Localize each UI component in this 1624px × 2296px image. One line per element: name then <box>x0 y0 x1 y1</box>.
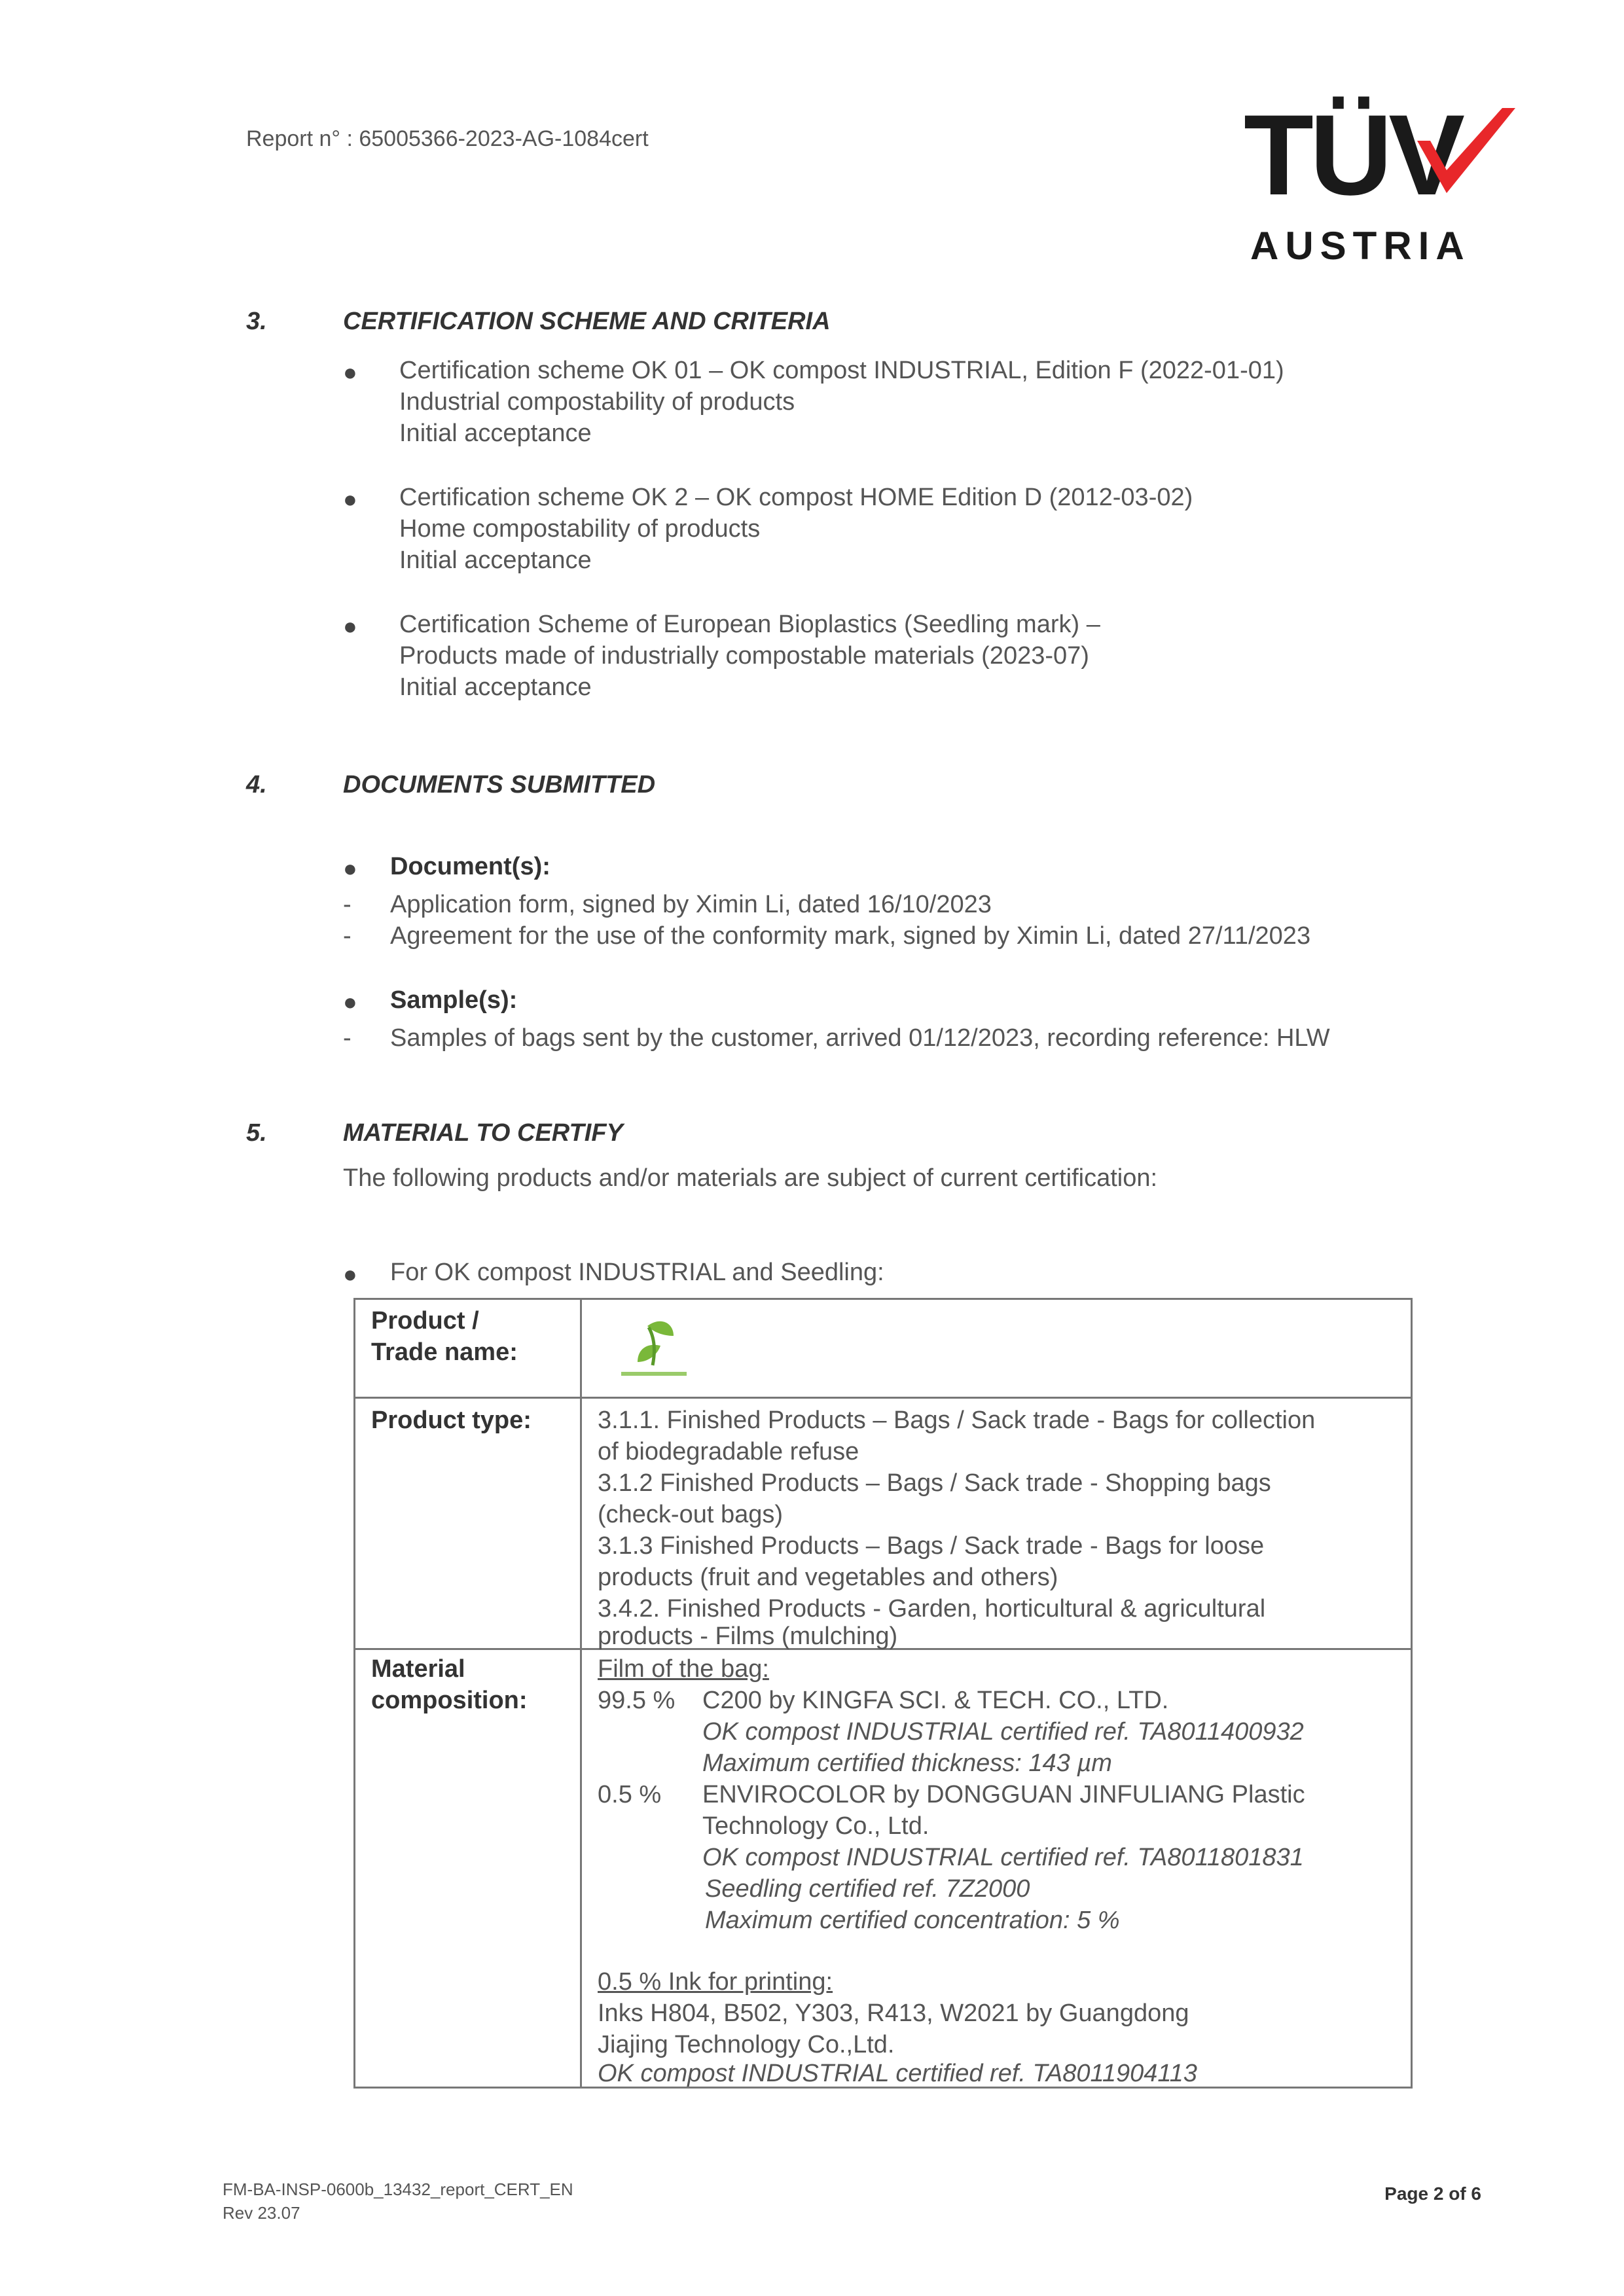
bullet-icon: ● <box>343 855 357 882</box>
ink-cert: OK compost INDUSTRIAL certified ref. TA8011904113 <box>598 2060 1197 2087</box>
scheme-2-line-3: Initial acceptance <box>399 547 592 574</box>
scheme-2-line-2: Home compostability of products <box>399 515 761 543</box>
product-type-line: (check-out bags) <box>598 1501 784 1528</box>
component-2-name-2: Technology Co., Ltd. <box>702 1812 929 1840</box>
bullet-icon: ● <box>343 486 357 512</box>
bullet-icon: ● <box>343 359 357 386</box>
trade-name-label-1: Product / <box>371 1307 479 1335</box>
scheme-3-line-3: Initial acceptance <box>399 673 592 701</box>
document-item-1: Application form, signed by Ximin Li, dated 16/10/2023 <box>390 891 992 918</box>
film-heading: Film of the bag: <box>598 1655 769 1683</box>
bullet-icon: ● <box>343 1261 357 1287</box>
product-type-line: products - Films (mulching) <box>598 1623 898 1650</box>
component-1-cert: OK compost INDUSTRIAL certified ref. TA8011400932 <box>702 1718 1304 1746</box>
section-4-number: 4. <box>246 771 267 798</box>
scheme-1-line-3: Initial acceptance <box>399 420 592 447</box>
sample-item-1: Samples of bags sent by the customer, arrived 01/12/2023, recording reference: HLW <box>390 1024 1330 1052</box>
bullet-icon: ● <box>343 613 357 639</box>
ink-heading: 0.5 % Ink for printing: <box>598 1968 833 1996</box>
seedling-logo-icon <box>608 1313 700 1385</box>
ink-line-1: Inks H804, B502, Y303, R413, W2021 by Guangdong <box>598 2000 1189 2027</box>
product-type-line: 3.1.1. Finished Products – Bags / Sack trade - Bags for collection <box>598 1407 1316 1434</box>
component-1-thickness: Maximum certified thickness: 143 µm <box>702 1749 1112 1777</box>
product-type-line: 3.4.2. Finished Products - Garden, horticultural & agricultural <box>598 1595 1266 1623</box>
section-5-number: 5. <box>246 1119 267 1147</box>
document-item-2: Agreement for the use of the conformity mark, signed by Ximin Li, dated 27/11/2023 <box>390 922 1311 950</box>
footer-form-ref: FM-BA-INSP-0600b_13432_report_CERT_EN <box>223 2179 573 2199</box>
check-mark-icon <box>1411 105 1522 203</box>
dash-marker: - <box>343 891 352 918</box>
scheme-1-line-1: Certification scheme OK 01 – OK compost INDUSTRIAL, Edition F (2022-01-01) <box>399 357 1284 384</box>
scheme-3-line-1: Certification Scheme of European Bioplastics (Seedling mark) – <box>399 611 1100 638</box>
section-5-title: MATERIAL TO CERTIFY <box>343 1119 623 1147</box>
table-column-divider <box>580 1300 582 2087</box>
section-3-number: 3. <box>246 308 267 335</box>
footer-revision: Rev 23.07 <box>223 2203 300 2223</box>
documents-label: Document(s): <box>390 853 550 880</box>
trade-name-label-2: Trade name: <box>371 1338 518 1366</box>
scheme-3-line-2: Products made of industrially compostable materials (2023-07) <box>399 642 1089 670</box>
section-3-title: CERTIFICATION SCHEME AND CRITERIA <box>343 308 831 335</box>
table-row-divider <box>355 1397 1411 1399</box>
material-table <box>353 1298 1413 2089</box>
dash-marker: - <box>343 1024 352 1052</box>
component-2-concentration: Maximum certified concentration: 5 % <box>705 1907 1120 1934</box>
scheme-1-line-2: Industrial compostability of products <box>399 388 795 416</box>
composition-label-2: composition: <box>371 1687 528 1714</box>
logo-text-austria: AUSTRIA <box>1250 224 1471 268</box>
component-2-percent: 0.5 % <box>598 1781 662 1808</box>
logo-text-tuv: TÜV <box>1244 92 1461 219</box>
component-2-seedling: Seedling certified ref. 7Z2000 <box>705 1875 1030 1903</box>
industrial-seedling-bullet: For OK compost INDUSTRIAL and Seedling: <box>390 1259 884 1286</box>
tuv-austria-logo <box>1244 92 1532 275</box>
product-type-line: of biodegradable refuse <box>598 1438 859 1465</box>
composition-label-1: Material <box>371 1655 465 1683</box>
product-type-line: 3.1.3 Finished Products – Bags / Sack trade - Bags for loose <box>598 1532 1265 1560</box>
product-type-label: Product type: <box>371 1407 532 1434</box>
bullet-icon: ● <box>343 988 357 1015</box>
product-type-line: products (fruit and vegetables and others) <box>598 1564 1058 1591</box>
dash-marker: - <box>343 922 352 950</box>
section-4-title: DOCUMENTS SUBMITTED <box>343 771 656 798</box>
scheme-2-line-1: Certification scheme OK 2 – OK compost HOME Edition D (2012-03-02) <box>399 484 1193 511</box>
section-5-intro: The following products and/or materials are subject of current certification: <box>343 1164 1158 1192</box>
component-1-percent: 99.5 % <box>598 1687 676 1714</box>
product-type-line: 3.1.2 Finished Products – Bags / Sack trade - Shopping bags <box>598 1469 1271 1497</box>
samples-label: Sample(s): <box>390 986 518 1014</box>
page-number: Page 2 of 6 <box>1384 2183 1481 2204</box>
component-2-name-1: ENVIROCOLOR by DONGGUAN JINFULIANG Plastic <box>702 1781 1305 1808</box>
component-2-cert: OK compost INDUSTRIAL certified ref. TA8011801831 <box>702 1844 1304 1871</box>
report-reference: Report n° : 65005366-2023-AG-1084cert <box>246 126 649 151</box>
component-1-name: C200 by KINGFA SCI. & TECH. CO., LTD. <box>702 1687 1169 1714</box>
ink-line-2: Jiajing Technology Co.,Ltd. <box>598 2031 895 2058</box>
